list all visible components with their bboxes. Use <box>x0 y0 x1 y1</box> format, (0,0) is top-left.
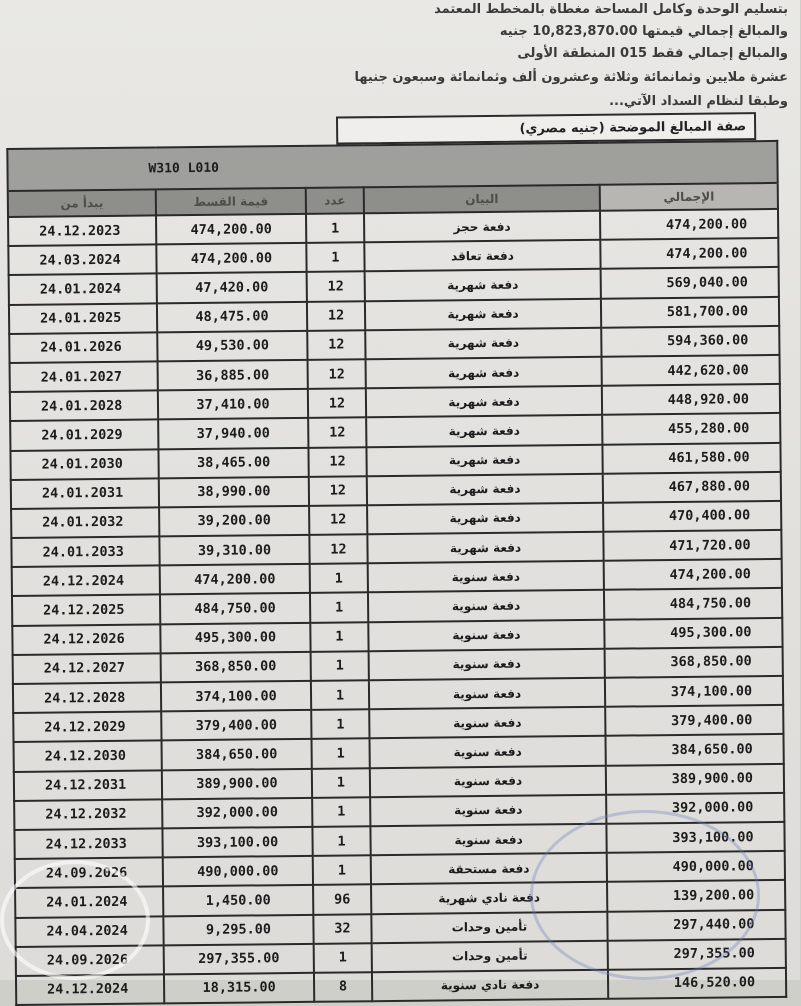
cell-desc: دفعة نادي شهرية <box>371 882 607 914</box>
cell-desc: تأمين وحدات <box>371 911 607 943</box>
payment-table <box>6 140 787 1006</box>
cell-total: 442,620.00 <box>602 355 780 386</box>
cell-date: 24.01.2033 <box>11 536 159 567</box>
cell-desc: دفعة شهرية <box>365 298 601 330</box>
cell-desc: دفعة سنوية <box>368 561 604 593</box>
cell-desc: تأمين وحدات <box>372 940 608 972</box>
cell-total: 581,700.00 <box>601 296 779 327</box>
col-header-count: عدد <box>306 187 364 214</box>
header-line-4: عشرة ملايين وثمانمائة وثلاثة وعشرون ألف وثمانمائة وسبعون جنيها <box>354 70 788 85</box>
cell-date: 24.01.2032 <box>11 507 159 538</box>
cell-count: 32 <box>313 914 371 944</box>
cell-total: 297,440.00 <box>607 909 785 940</box>
cell-count: 12 <box>307 301 365 331</box>
cell-total: 484,750.00 <box>604 588 782 619</box>
cell-price: 389,900.00 <box>162 768 312 799</box>
cell-total: 448,920.00 <box>602 384 780 415</box>
cell-price: 48,475.00 <box>157 301 307 332</box>
cell-desc: دفعة سنوية <box>368 590 604 622</box>
cell-total: 379,400.00 <box>605 705 783 736</box>
cell-date: 24.12.2032 <box>14 799 162 830</box>
cell-desc: دفعة شهرية <box>366 386 602 418</box>
cell-price: 18,315.00 <box>164 973 314 1004</box>
header-line-5: وطبقا لنظام السداد الآتي... <box>609 94 788 109</box>
col-header-desc: البيان <box>364 185 600 213</box>
cell-desc: دفعة سنوية <box>370 824 606 856</box>
col-header-date: يبدأ من <box>8 189 156 217</box>
cell-count: 1 <box>312 739 370 769</box>
cell-total: 146,520.00 <box>608 968 786 999</box>
col-header-total: الإجمالي <box>600 183 778 211</box>
cell-count: 8 <box>314 972 372 1002</box>
cell-price: 37,940.00 <box>158 418 308 449</box>
cell-total: 374,100.00 <box>605 676 783 707</box>
cell-date: 24.12.2031 <box>14 770 162 801</box>
cell-date: 24.12.2029 <box>13 712 161 743</box>
cell-total: 474,200.00 <box>600 209 778 240</box>
cell-count: 12 <box>309 534 367 564</box>
col-header-price: قيمة القسط <box>156 188 306 216</box>
cell-desc: دفعة شهرية <box>365 328 601 360</box>
table-body <box>8 209 786 1005</box>
cell-price: 368,850.00 <box>161 652 311 683</box>
cell-total: 389,900.00 <box>606 763 784 794</box>
cell-date: 24.01.2025 <box>9 303 157 334</box>
cell-total: 490,000.00 <box>607 851 785 882</box>
cell-total: 470,400.00 <box>603 501 781 532</box>
cell-desc: دفعة نادي سنوية <box>372 970 608 1002</box>
cell-price: 474,200.00 <box>160 564 310 595</box>
cell-date: 24.09.2026 <box>16 945 164 976</box>
cell-count: 1 <box>314 943 372 973</box>
cell-count: 12 <box>307 272 365 302</box>
cell-price: 47,420.00 <box>157 272 307 303</box>
cell-desc: دفعة شهرية <box>365 269 601 301</box>
cell-count: 1 <box>310 622 368 652</box>
cell-total: 297,355.00 <box>608 939 786 970</box>
cell-total: 474,200.00 <box>600 238 778 269</box>
cell-total: 455,280.00 <box>602 413 780 444</box>
cell-price: 38,465.00 <box>158 447 308 478</box>
cell-desc: دفعة شهرية <box>367 503 603 535</box>
cell-desc: دفعة سنوية <box>369 736 605 768</box>
cell-count: 1 <box>310 563 368 593</box>
cell-desc: دفعة سنوية <box>369 707 605 739</box>
cell-date: 24.04.2024 <box>15 916 163 947</box>
cell-count: 1 <box>311 651 369 681</box>
cell-price: 39,200.00 <box>159 506 309 537</box>
cell-date: 24.09.2026 <box>15 858 163 889</box>
cell-desc: دفعة سنوية <box>370 795 606 827</box>
cell-total: 139,200.00 <box>607 880 785 911</box>
cell-count: 1 <box>306 242 364 272</box>
cell-date: 24.12.2033 <box>14 828 162 859</box>
cell-count: 1 <box>312 768 370 798</box>
cell-desc: دفعة حجز <box>364 211 600 243</box>
cell-count: 12 <box>308 447 366 477</box>
cell-date: 24.12.2024 <box>16 974 164 1005</box>
cell-price: 374,100.00 <box>161 681 311 712</box>
cell-total: 392,000.00 <box>606 793 784 824</box>
table-caption: صفة المبالغ الموضحة (جنيه مصري) <box>336 112 756 144</box>
cell-price: 474,200.00 <box>156 214 306 245</box>
cell-price: 392,000.00 <box>162 798 312 829</box>
cell-total: 461,580.00 <box>602 442 780 473</box>
cell-price: 1,450.00 <box>163 885 313 916</box>
cell-date: 24.12.2023 <box>8 215 156 246</box>
cell-total: 384,650.00 <box>605 734 783 765</box>
cell-price: 495,300.00 <box>160 622 310 653</box>
cell-total: 471,720.00 <box>603 530 781 561</box>
cell-date: 24.12.2025 <box>12 595 160 626</box>
cell-total: 594,360.00 <box>601 326 779 357</box>
cell-date: 24.12.2030 <box>14 741 162 772</box>
cell-price: 36,885.00 <box>158 360 308 391</box>
cell-price: 484,750.00 <box>160 593 310 624</box>
cell-count: 12 <box>308 359 366 389</box>
cell-count: 12 <box>308 388 366 418</box>
cell-total: 467,880.00 <box>603 472 781 503</box>
cell-date: 24.12.2027 <box>13 653 161 684</box>
cell-date: 24.01.2030 <box>10 449 158 480</box>
cell-count: 1 <box>311 709 369 739</box>
cell-count: 1 <box>310 593 368 623</box>
cell-date: 24.01.2027 <box>10 361 158 392</box>
cell-count: 1 <box>313 855 371 885</box>
cell-desc: دفعة سنوية <box>369 649 605 681</box>
cell-count: 12 <box>309 476 367 506</box>
cell-total: 474,200.00 <box>604 559 782 590</box>
cell-total: 368,850.00 <box>605 647 783 678</box>
cell-desc: دفعة سنوية <box>369 678 605 710</box>
cell-desc: دفعة سنوية <box>368 619 604 651</box>
header-line-3: والمبالغ إجمالي فقط 015 المنطقة الأولى <box>517 46 788 61</box>
cell-date: 24.03.2024 <box>8 245 156 276</box>
cell-count: 12 <box>307 330 365 360</box>
cell-desc: دفعة مستحقة <box>371 853 607 885</box>
cell-date: 24.01.2024 <box>15 887 163 918</box>
cell-price: 490,000.00 <box>163 856 313 887</box>
cell-price: 38,990.00 <box>159 477 309 508</box>
cell-price: 297,355.00 <box>164 944 314 975</box>
cell-date: 24.01.2031 <box>11 478 159 509</box>
cell-price: 384,650.00 <box>162 739 312 770</box>
cell-desc: دفعة شهرية <box>367 532 603 564</box>
cell-date: 24.01.2028 <box>10 391 158 422</box>
cell-date: 24.01.2024 <box>9 274 157 305</box>
cell-desc: دفعة شهرية <box>366 444 602 476</box>
cell-desc: دفعة تعاقد <box>364 240 600 272</box>
cell-date: 24.01.2026 <box>9 332 157 363</box>
header-line-1: بتسليم الوحدة وكامل المساحة مغطاة بالمخطط المعتمد <box>434 2 788 17</box>
cell-total: 393,100.00 <box>606 822 784 853</box>
cell-total: 495,300.00 <box>604 618 782 649</box>
cell-date: 24.12.2028 <box>13 682 161 713</box>
cell-desc: دفعة شهرية <box>367 473 603 505</box>
cell-count: 1 <box>312 826 370 856</box>
cell-desc: دفعة شهرية <box>366 357 602 389</box>
cell-date: 24.01.2029 <box>10 420 158 451</box>
cell-count: 12 <box>308 418 366 448</box>
cell-count: 12 <box>309 505 367 535</box>
cell-count: 1 <box>306 213 364 243</box>
cell-desc: دفعة شهرية <box>366 415 602 447</box>
payment-schedule <box>6 112 801 999</box>
cell-date: 24.12.2026 <box>12 624 160 655</box>
cell-price: 37,410.00 <box>158 389 308 420</box>
cell-price: 39,310.00 <box>159 535 309 566</box>
cell-price: 474,200.00 <box>156 243 306 274</box>
cell-date: 24.12.2024 <box>12 566 160 597</box>
cell-count: 1 <box>311 680 369 710</box>
cell-desc: دفعة سنوية <box>370 765 606 797</box>
cell-price: 9,295.00 <box>163 914 313 945</box>
cell-price: 49,530.00 <box>157 331 307 362</box>
cell-total: 569,040.00 <box>601 267 779 298</box>
cell-count: 1 <box>312 797 370 827</box>
cell-price: 379,400.00 <box>161 710 311 741</box>
cell-price: 393,100.00 <box>162 827 312 858</box>
header-line-2: والمبالغ إجمالي قيمتها 10,823,870.00 جنيه <box>499 24 788 39</box>
cell-count: 96 <box>313 885 371 915</box>
unit-codes: W310 L010 <box>7 141 777 191</box>
